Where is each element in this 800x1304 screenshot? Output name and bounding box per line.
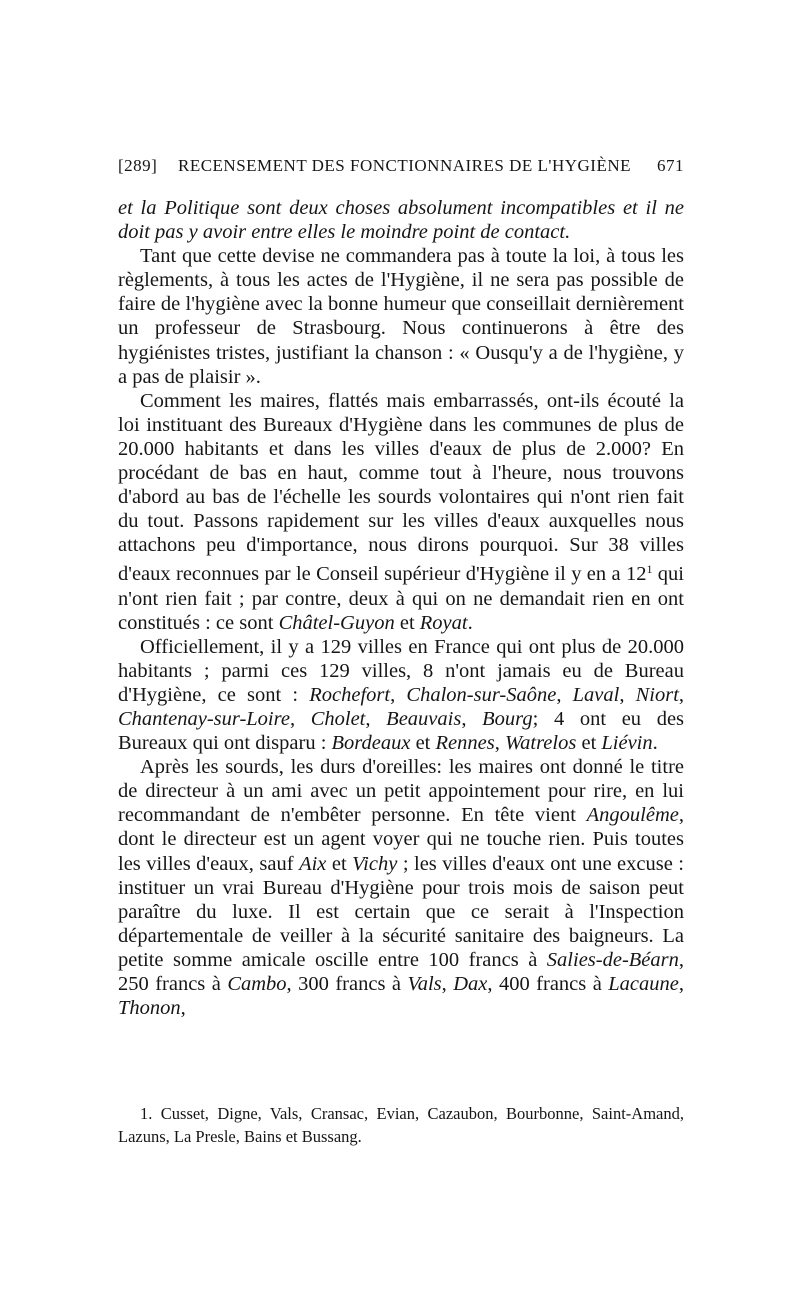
city-name: Bourg [482, 707, 533, 730]
city-name: Laval [572, 683, 620, 706]
city-name: Cholet [310, 707, 366, 730]
italic-motto: et la Politique sont deux choses absolument incompatibles et il ne doit pas y avoir entre elles le moindre point de contact. [118, 197, 684, 244]
city-name: Chantenay-sur-Loire [118, 707, 290, 730]
footnote-mark: 1 [646, 562, 653, 577]
city-name: Thonon [118, 997, 181, 1020]
paragraph-motto-end [118, 196, 684, 244]
city-name: Lacaune [608, 973, 679, 995]
city-name: Vichy [352, 852, 398, 875]
footnotes [118, 1103, 684, 1148]
city-name: Salies-de-Béarn [546, 948, 679, 971]
city-name: Royat [419, 611, 468, 634]
city-name: Beauvais [386, 707, 462, 730]
paragraph-devise: Tant que cette devise ne commandera pas à toute la loi, à tous les règlements, à tous les actes de l'Hygiène, il ne sera pas possible de faire de l'hygiène avec la bonne humeur que conseillait dernièrement un professeur de Strasbourg. Nous continuerons à être des hygiénistes tristes, justifiant la chanson : « Ousqu'y a de l'hygiène, y a pas de plaisir ». [118, 245, 684, 388]
city-name: Liévin [601, 732, 653, 755]
city-name: Rennes [435, 732, 495, 755]
paragraph-durs-d-oreilles: Après les sourds, les durs d'oreilles: les maires ont donné le titre de directeur à un ami avec un petit appointement pour rire, en lui recommandant de n'embêter personne. En tête vient Angoulême, dont le directeur est un agent voyer qui ne touche rien. Puis toutes les villes d'eaux, sauf Aix et Vichy ; les villes d'eaux ont une excuse : instituer un vrai Bureau d'Hygiène pour trois mois de saison peut paraître du luxe. Il est certain que ce serait à l'Inspection départementale de veiller à la sécurité sanitaire des baigneurs. La petite somme amicale oscille entre 100 francs à Salies-de-Béarn, 250 francs à Cambo, 300 francs à Vals, Dax, 400 francs à Lacaune, Thonon, [118, 756, 685, 1020]
city-name: Chalon-sur-Saône [406, 683, 557, 706]
section-reference: [289] [118, 156, 158, 175]
page-number: 671 [657, 156, 684, 175]
city-name: Dax [453, 973, 488, 995]
paragraph-officiellement: Officiellement, il y a 129 villes en France qui ont plus de 20.000 habitants ; parmi ces 129 villes, 8 n'ont jamais eu de Bureau d'Hygiène, ce sont : Rochefort, Chalon-sur-Saône, Laval, Niort, Chantenay-sur-Loire, Cholet, Beauvais, Bourg; 4 ont eu des Bureaux qui ont disparu : Bordeaux et Rennes, Watrelos et Liévin. [118, 635, 685, 755]
city-name: Bordeaux [331, 732, 411, 755]
body-text [118, 196, 684, 1020]
city-name: Angoulême [586, 804, 679, 827]
paragraph-villes-d-eaux: Comment les maires, flattés mais embarrassés, ont-ils écouté la loi instituant des Bureaux d'Hygiène dans les communes de plus de 20.000 habitants et dans les villes d'eaux de plus de 2.000? En procédant de bas en haut, comme tout à l'heure, nous trouvons d'abord au bas de l'échelle les sourds volontaires qui n'ont rien fait du tout. Passons rapidement sur les villes d'eaux auxquelles nous attachons peu d'importance, nous dirons pourquoi. Sur 38 villes d'eaux reconnues par le Conseil supérieur d'Hygiène il y en a $12^1$ qui n'ont rien fait ; par contre, deux à qui on ne demandait rien en ont constitués : ce sont Châtel-Guyon et Royat. [118, 389, 684, 634]
city-name: Aix [299, 852, 327, 875]
footnote-1: 1. Cusset, Digne, Vals, Cransac, Evian, Cazaubon, Bourbonne, Saint-Amand, Lazuns, La Presle, Bains et Bussang. [118, 1104, 684, 1146]
city-name: Watrelos [504, 732, 577, 755]
city-name: Niort [635, 683, 679, 706]
running-title: RECENSEMENT DES FONCTIONNAIRES DE L'HYGIÈNE [177, 156, 632, 175]
city-name: Châtel-Guyon [278, 611, 395, 634]
city-name: Vals [407, 973, 442, 995]
city-name: Rochefort [309, 683, 391, 706]
city-name: Cambo [227, 973, 287, 995]
